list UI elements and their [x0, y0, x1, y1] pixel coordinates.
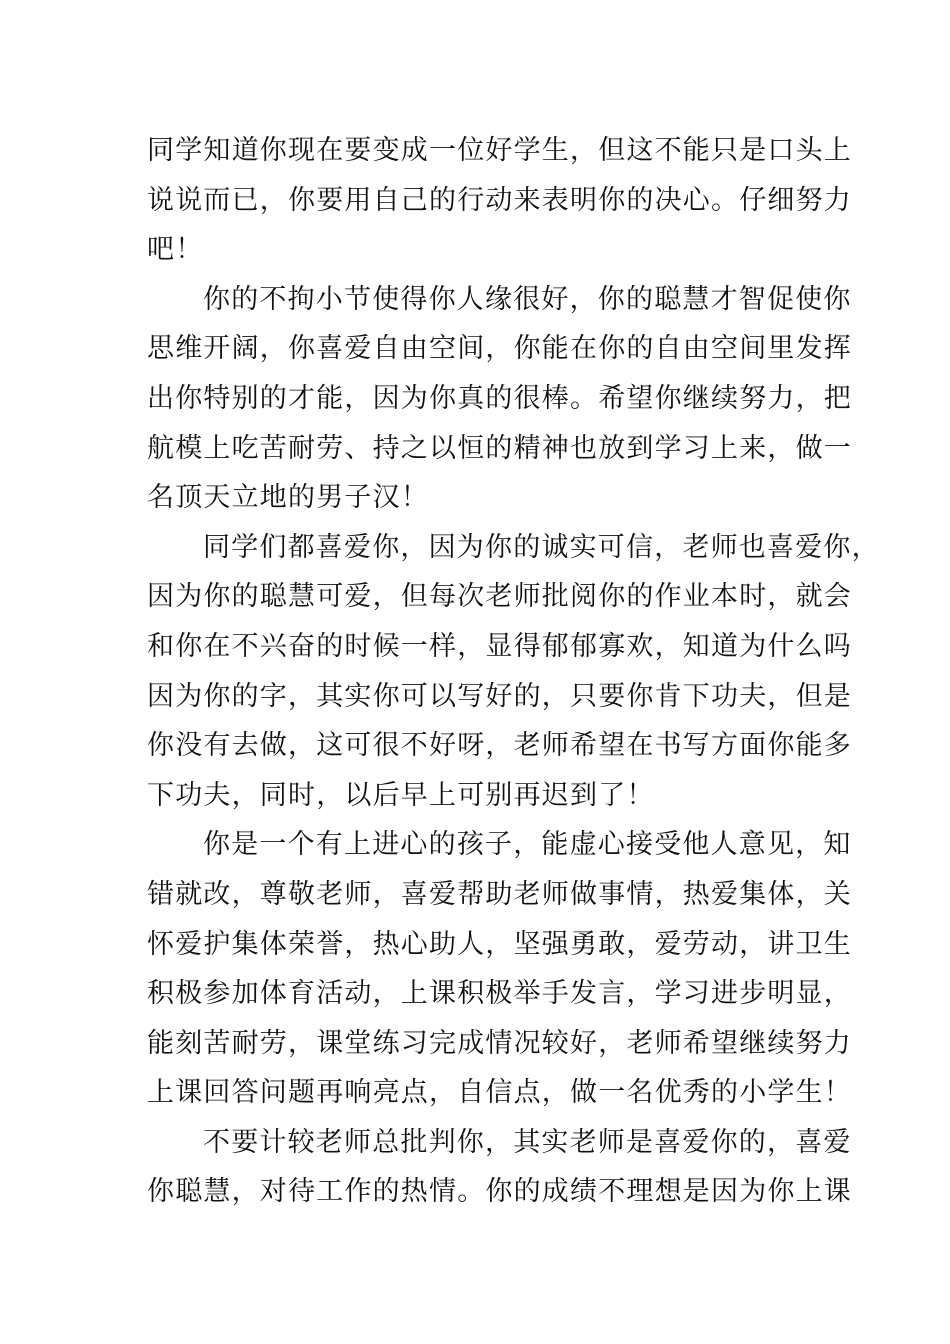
text-line: 和你在不兴奋的时候一样，显得郁郁寡欢，知道为什么吗: [147, 630, 852, 662]
text-line: 下功夫，同时，以后早上可别再迟到了！: [147, 779, 655, 811]
text-line: 因为你的字，其实你可以写好的，只要你肯下功夫，但是: [147, 680, 852, 712]
text-line: 说说而已，你要用自己的行动来表明你的决心。仔细努力: [147, 184, 852, 216]
text-line: 吧！: [147, 234, 204, 266]
paragraph-first-line: 你是一个有上进心的孩子，能虚心接受他人意见，知: [203, 829, 852, 861]
text-line: 错就改，尊敬老师，喜爱帮助老师做事情，热爱集体，关: [147, 878, 852, 910]
text-line: 积极参加体育活动，上课积极举手发言，学习进步明显，: [147, 978, 852, 1010]
text-line: 名顶天立地的男子汉！: [147, 482, 429, 514]
paragraph-first-line: 同学们都喜爱你，因为你的诚实可信，老师也喜爱你，: [203, 531, 880, 563]
text-line: 怀爱护集体荣誉，热心助人，坚强勇敢，爱劳动，讲卫生: [147, 928, 852, 960]
paragraph-first-line: 你的不拘小节使得你人缘很好，你的聪慧才智促使你: [203, 283, 852, 315]
document-body: [147, 126, 880, 1217]
text-line: 你聪慧，对待工作的热情。你的成绩不理想是因为你上课: [147, 1176, 852, 1208]
text-line: 同学知道你现在要变成一位好学生，但这不能只是口头上: [147, 135, 852, 166]
text-line: 你没有去做，这可很不好呀，老师希望在书写方面你能多: [147, 730, 852, 762]
text-line: 上课回答问题再响亮点，自信点，做一名优秀的小学生！: [147, 1077, 852, 1109]
text-line: 因为你的聪慧可爱，但每次老师批阅你的作业本时，就会: [147, 581, 852, 613]
text-line: 思维开阔，你喜爱自由空间，你能在你的自由空间里发挥: [147, 333, 852, 365]
text-line: 航模上吃苦耐劳、持之以恒的精神也放到学习上来，做一: [147, 432, 852, 464]
paragraph-first-line: 不要计较老师总批判你，其实老师是喜爱你的，喜爱: [203, 1126, 852, 1158]
text-line: 出你特别的才能，因为你真的很棒。希望你继续努力，把: [147, 382, 852, 414]
text-line: 能刻苦耐劳，课堂练习完成情况较好，老师希望继续努力: [147, 1027, 852, 1059]
